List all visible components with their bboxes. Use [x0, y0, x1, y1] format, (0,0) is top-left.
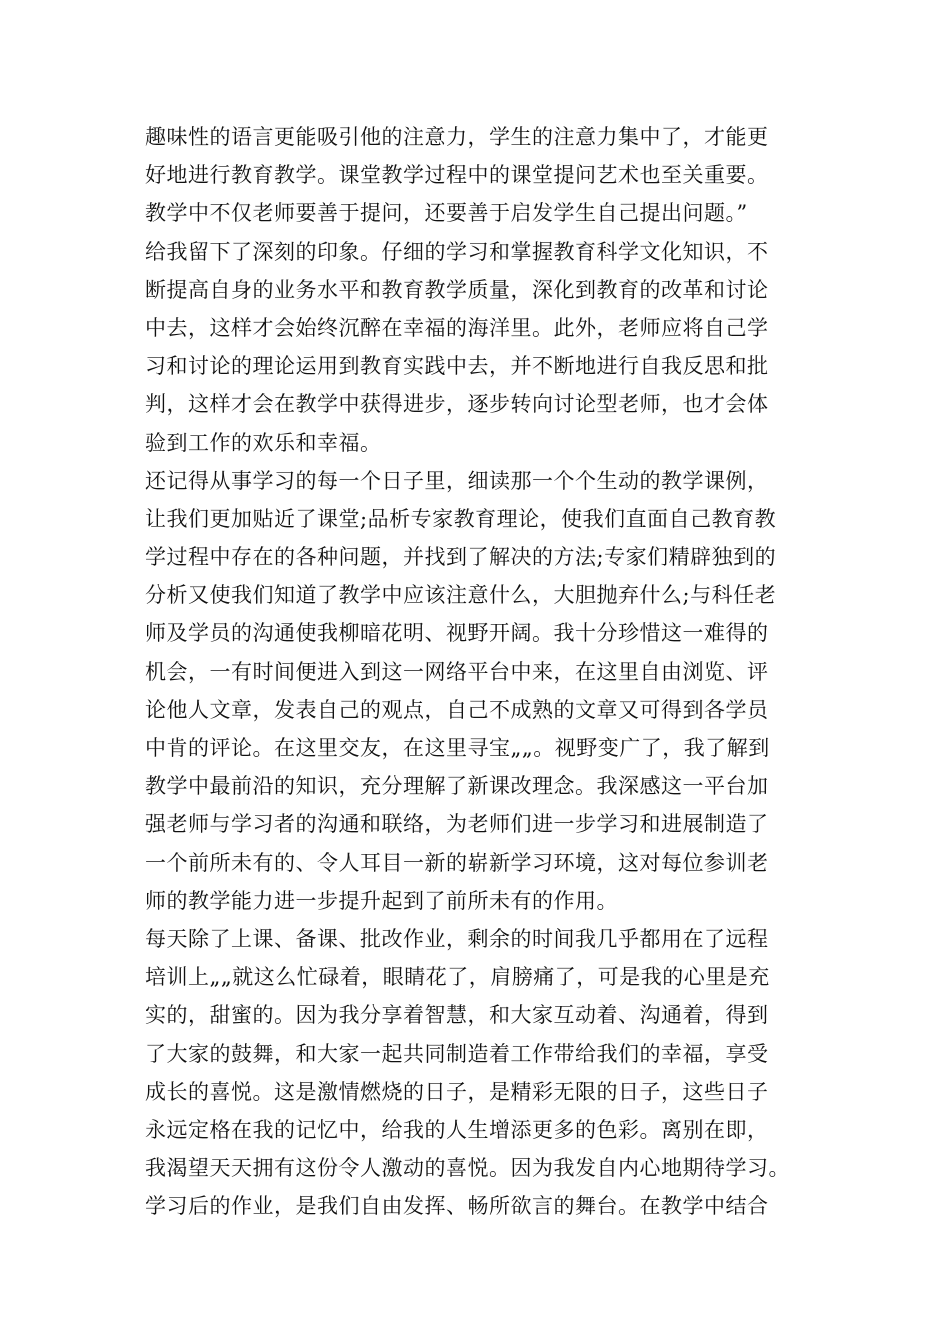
text-line: 一个前所未有的、令人耳目一新的崭新学习环境，这对每位参训老: [145, 850, 769, 875]
text-line: 实的，甜蜜的。因为我分享着智慧，和大家互动着、沟通着，得到: [145, 1003, 769, 1028]
text-line: 判，这样才会在教学中获得进步，逐步转向讨论型老师，也才会体: [145, 392, 769, 417]
text-line: 培训上„„就这么忙碌着，眼睛花了，肩膀痛了，可是我的心里是充: [145, 965, 770, 990]
text-line: 教学中不仅老师要善于提问，还要善于启发学生自己提出问题。”: [145, 201, 748, 226]
text-line: 中去，这样才会始终沉醉在幸福的海洋里。此外，老师应将自己学: [145, 315, 769, 340]
text-line: 我渴望天天拥有这份令人激动的喜悦。因为我发自内心地期待学习。: [145, 1156, 790, 1181]
text-line: 强老师与学习者的沟通和联络，为老师们进一步学习和进展制造了: [145, 812, 769, 837]
text-line: 断提高自身的业务水平和教育教学质量，深化到教育的改革和讨论: [145, 277, 769, 302]
body-text: [145, 118, 815, 1225]
text-line: 师及学员的沟通使我柳暗花明、视野开阔。我十分珍惜这一难得的: [145, 621, 769, 646]
text-line: 给我留下了深刻的印象。仔细的学习和掌握教育科学文化知识，不: [145, 239, 769, 264]
text-line: 还记得从事学习的每一个日子里，细读那一个个生动的教学课例，: [145, 468, 769, 493]
text-line: 学习后的作业，是我们自由发挥、畅所欲言的舞台。在教学中结合: [145, 1194, 769, 1219]
text-line: 让我们更加贴近了课堂;品析专家教育理论，使我们直面自己教育教: [145, 506, 777, 531]
text-line: 教学中最前沿的知识，充分理解了新课改理念。我深感这一平台加: [145, 774, 769, 799]
text-line: 论他人文章，发表自己的观点，自己不成熟的文章又可得到各学员: [145, 697, 769, 722]
text-line: 永远定格在我的记忆中，给我的人生增添更多的色彩。离别在即，: [145, 1117, 769, 1142]
text-line: 分析又使我们知道了教学中应该注意什么，大胆抛弃什么;与科任老: [145, 583, 777, 608]
text-line: 验到工作的欢乐和幸福。: [145, 430, 382, 455]
text-line: 好地进行教育教学。课堂教学过程中的课堂提问艺术也至关重要。: [145, 163, 769, 188]
text-line: 趣味性的语言更能吸引他的注意力，学生的注意力集中了，才能更: [145, 125, 769, 149]
text-line: 每天除了上课、备课、批改作业，剩余的时间我几乎都用在了远程: [145, 926, 769, 951]
text-line: 师的教学能力进一步提升起到了前所未有的作用。: [145, 888, 618, 913]
text-line: 了大家的鼓舞，和大家一起共同制造着工作带给我们的幸福，享受: [145, 1041, 769, 1066]
text-line: 习和讨论的理论运用到教育实践中去，并不断地进行自我反思和批: [145, 354, 769, 379]
text-line: 学过程中存在的各种问题，并找到了解决的方法;专家们精辟独到的: [145, 545, 777, 570]
text-line: 成长的喜悦。这是激情燃烧的日子，是精彩无限的日子，这些日子: [145, 1079, 769, 1104]
text-line: 中肯的评论。在这里交友，在这里寻宝„„。视野变广了，我了解到: [145, 736, 770, 760]
text-line: 机会，一有时间便进入到这一网络平台中来，在这里自由浏览、评: [145, 659, 769, 684]
